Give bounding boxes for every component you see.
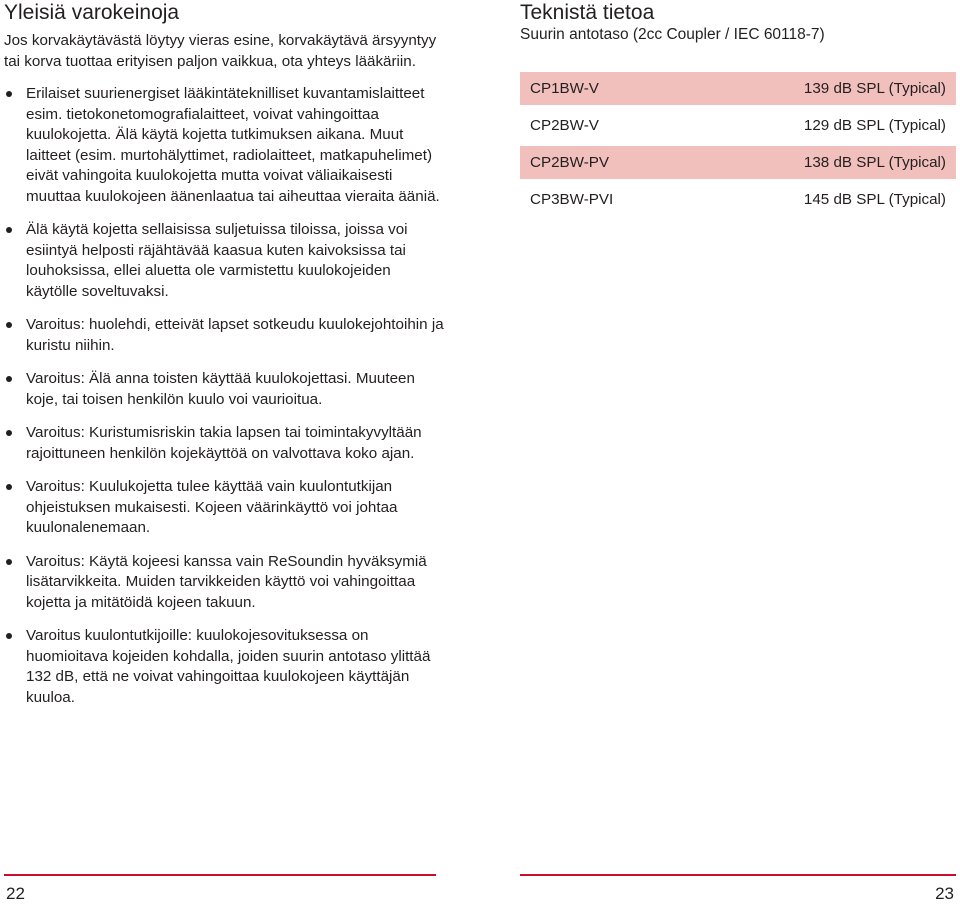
left-page	[4, 0, 444, 721]
footer-rule-left	[4, 874, 436, 876]
list-item-text: Älä käytä kojetta sellaisissa suljetuissa tiloissa, joissa voi esiintyä helposti räjähtävää kaasua kuten kaivoksissa tai louhoksissa, ellei aluetta ole varmistettu kuulokojeiden käytölle soveltuvaksi.	[26, 221, 408, 300]
bullet-icon	[6, 484, 12, 490]
value-cell: 145 dB SPL (Typical)	[760, 179, 956, 216]
table-row	[520, 105, 956, 142]
list-item-text: Varoitus: huolehdi, etteivät lapset sotkeudu kuulokejohtoihin ja kuristu niihin.	[26, 316, 444, 354]
table-row	[520, 142, 956, 179]
bullet-icon	[6, 227, 12, 233]
value-cell: 138 dB SPL (Typical)	[760, 142, 956, 179]
page-number-right: 23	[935, 884, 954, 903]
intro-paragraph: Jos korvakäytävästä löytyy vieras esine, korvakäytävä ärsyyntyy tai korva tuottaa erityisen paljon vaikkua, ota yhteys lääkäriin.	[4, 32, 437, 70]
list-item-text: Varoitus: Kuulukojetta tulee käyttää vain kuulontutkijan ohjeistuksen mukaisesti. Kojeen väärinkäyttö voi johtaa kuulonalenemaan.	[26, 478, 398, 536]
model-cell: CP3BW-PVI	[520, 179, 760, 216]
bullet-icon	[6, 322, 12, 328]
footer-rule-right	[520, 874, 956, 876]
value-cell: 139 dB SPL (Typical)	[760, 72, 956, 105]
precautions-list	[4, 84, 444, 708]
right-page	[520, 0, 956, 216]
output-table	[520, 72, 956, 216]
list-item	[4, 369, 444, 410]
model-cell: CP1BW-V	[520, 72, 760, 105]
section-title-precautions: Yleisiä varokeinoja	[4, 1, 180, 24]
list-item	[4, 220, 444, 302]
list-item-text: Varoitus: Älä anna toisten käyttää kuulokojettasi. Muuteen koje, tai toisen henkilön kuulo voi vaurioitua.	[26, 370, 415, 408]
list-item	[4, 84, 444, 207]
value-cell: 129 dB SPL (Typical)	[760, 105, 956, 142]
list-item-text: Varoitus: Kuristumisriskin takia lapsen tai toimintakyvyltään rajoittuneen henkilön kojekäyttöä on valvottava koko ajan.	[26, 424, 422, 462]
list-item	[4, 315, 444, 356]
list-item-text: Erilaiset suurienergiset lääkintäteknilliset kuvantamislaitteet esim. tietokonetomografialaitteet, voivat vahingoittaa kuulokojetta. Älä käytä kojetta tutkimuksen aikana. Muut laitteet (esim. murtohälyttimet, radiolaitteet, matkapuhelimet) eivät vahingoita kuulokojetta mutta voivat väliaikaisesti muuttaa kuulokojeen äänenlaatua tai aiheuttaa vieraita ääniä.	[26, 85, 440, 205]
table-row	[520, 179, 956, 216]
bullet-icon	[6, 376, 12, 382]
bullet-icon	[6, 633, 12, 639]
bullet-icon	[6, 430, 12, 436]
page-number-left: 22	[6, 884, 25, 903]
list-item	[4, 626, 444, 708]
model-cell: CP2BW-PV	[520, 142, 760, 179]
list-item-text: Varoitus: Käytä kojeesi kanssa vain ReSoundin hyväksymiä lisätarvikkeita. Muiden tarvikkeiden käyttö voi vahingoittaa kojetta ja mitätöidä kojeen takuun.	[26, 552, 427, 611]
list-item	[4, 552, 444, 614]
list-item-text: Varoitus kuulontutkijoille: kuulokojesovituksessa on huomioitava kojeiden kohdalla, joiden suurin antotaso ylittää 132 dB, että ne voivat vahingoittaa kuulokojeen käyttäjän kuuloa.	[26, 627, 431, 706]
model-cell: CP2BW-V	[520, 105, 760, 142]
output-subtitle: Suurin antotaso (2cc Coupler / IEC 60118-7)	[520, 26, 825, 43]
table-row	[520, 72, 956, 105]
list-item	[4, 423, 444, 464]
bullet-icon	[6, 559, 12, 565]
list-item	[4, 477, 444, 539]
section-title-technical: Teknistä tietoa	[520, 1, 655, 24]
bullet-icon	[6, 91, 12, 97]
